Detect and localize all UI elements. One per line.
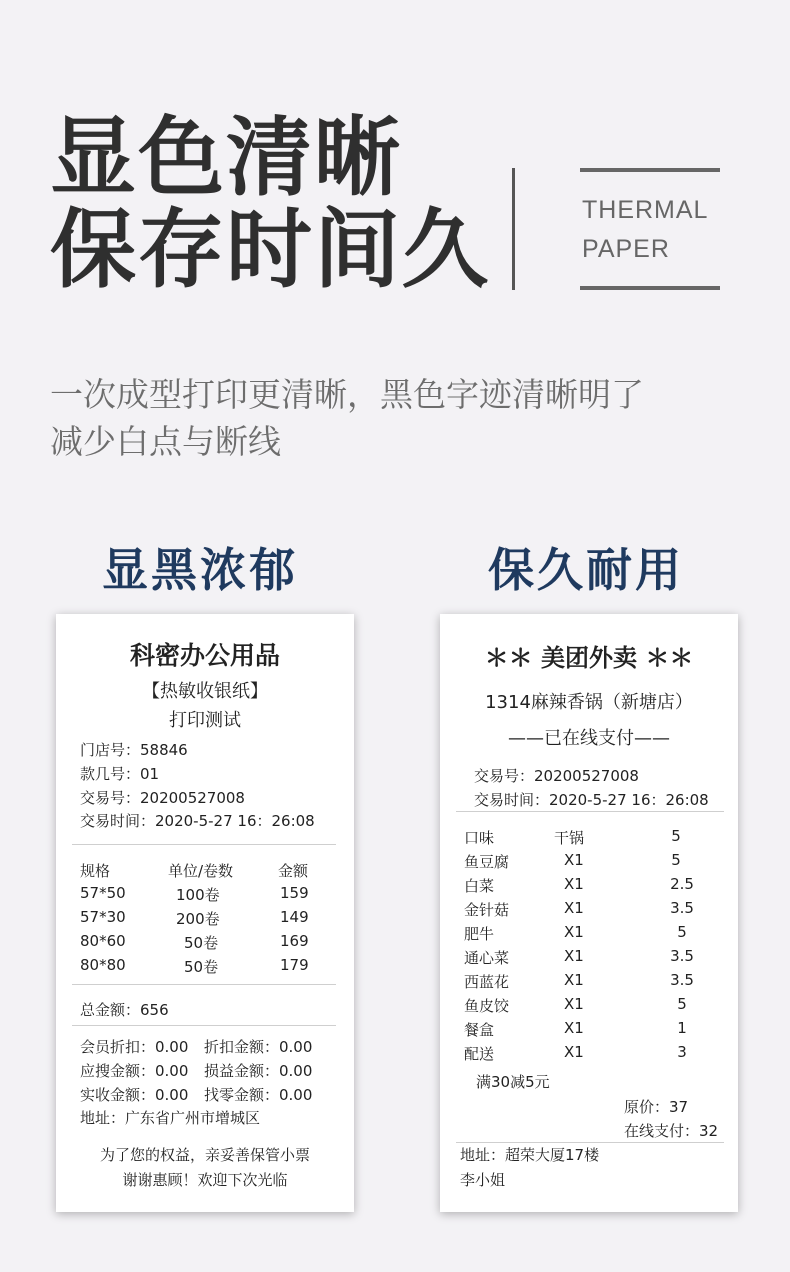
due-amount: 应搜金额：0.00 <box>80 1062 189 1080</box>
thermal-top-rule <box>580 168 720 172</box>
receipt-shop-name: 科密办公用品 <box>129 641 280 670</box>
register-number: 款几号：01 <box>80 765 160 783</box>
trade-number: 交易号：20200527008 <box>80 789 245 807</box>
row-amount: 149 <box>280 908 309 926</box>
thermal-line-1: THERMAL <box>582 196 709 224</box>
description <box>50 371 770 465</box>
store-number: 门店号：58846 <box>80 741 188 759</box>
divider <box>72 1025 336 1026</box>
item-name: 鱼皮饺 <box>464 997 510 1015</box>
item-price: 5 <box>671 851 681 869</box>
footer-line-1: 为了您的权益，亲妥善保管小票 <box>99 1146 310 1164</box>
item-price: 3.5 <box>670 899 694 917</box>
divider <box>72 984 336 985</box>
item-name: 鱼豆腐 <box>464 853 510 871</box>
row-unit: 100卷 <box>176 886 220 904</box>
discount-amount: 折扣金额：0.00 <box>204 1038 313 1056</box>
row-unit: 50卷 <box>184 958 219 976</box>
item-quantity: 干锅 <box>554 829 585 847</box>
thermal-line-2: PAPER <box>582 235 670 263</box>
item-name: 白菜 <box>464 877 495 895</box>
headline-line-1: 显色清晰 <box>50 108 402 208</box>
header-amount: 金额 <box>278 862 309 880</box>
item-name: 餐盒 <box>464 1021 495 1039</box>
divider <box>456 811 724 812</box>
thermal-paper-label <box>582 191 708 269</box>
shop-name: 1314麻辣香锅（新塘店） <box>485 692 693 713</box>
item-price: 5 <box>671 827 681 845</box>
trade-number: 交易号：20200527008 <box>474 767 639 785</box>
item-name: 配送 <box>464 1045 495 1063</box>
online-payment: 在线支付：32 <box>624 1122 719 1140</box>
item-quantity: X1 <box>564 851 584 869</box>
item-quantity: X1 <box>564 1019 584 1037</box>
receipt-test-label: 打印测试 <box>169 710 241 731</box>
right-section-title: 保久耐用 <box>488 543 684 597</box>
row-amount: 169 <box>280 932 309 950</box>
total-amount: 总金额：656 <box>80 1001 169 1019</box>
item-price: 2.5 <box>670 875 694 893</box>
item-quantity: X1 <box>564 875 584 893</box>
description-line-2: 减少白点与断线 <box>50 422 281 461</box>
row-amount: 159 <box>280 884 309 902</box>
row-unit: 200卷 <box>176 910 220 928</box>
received-amount: 实收金额：0.00 <box>80 1086 189 1104</box>
item-price: 5 <box>677 923 687 941</box>
paid-online-label: ——已在线支付—— <box>508 728 670 749</box>
item-quantity: X1 <box>564 947 584 965</box>
item-name: 通心菜 <box>464 949 510 967</box>
item-price: 3 <box>677 1043 687 1061</box>
item-price: 1 <box>677 1019 687 1037</box>
receipt-right <box>440 614 738 1212</box>
change-amount: 找零金额：0.00 <box>204 1086 313 1104</box>
receipt-left <box>56 614 354 1212</box>
header-unit: 单位/卷数 <box>168 862 234 880</box>
receipt-title: ＊＊ 美团外卖 ＊＊ <box>484 644 694 672</box>
item-quantity: X1 <box>564 923 584 941</box>
headline <box>50 108 490 300</box>
row-spec: 57*50 <box>80 884 126 902</box>
item-quantity: X1 <box>564 971 584 989</box>
divider <box>72 844 336 845</box>
receipt-subtitle: 【热敏收银纸】 <box>142 681 268 702</box>
footer-line-2: 谢谢惠顾！欢迎下次光临 <box>122 1171 288 1189</box>
item-price: 3.5 <box>670 971 694 989</box>
trade-time: 交易时间：2020-5-27 16：26:08 <box>474 791 709 809</box>
item-quantity: X1 <box>564 995 584 1013</box>
item-quantity: X1 <box>564 1043 584 1061</box>
item-price: 3.5 <box>670 947 694 965</box>
headline-line-2: 保存时间久 <box>50 200 490 300</box>
row-unit: 50卷 <box>184 934 219 952</box>
row-spec: 80*60 <box>80 932 126 950</box>
row-amount: 179 <box>280 956 309 974</box>
vertical-divider <box>512 168 515 290</box>
customer-name: 李小姐 <box>460 1171 506 1189</box>
trade-time: 交易时间：2020-5-27 16：26:08 <box>80 812 315 830</box>
profit-loss-amount: 损益金额：0.00 <box>204 1062 313 1080</box>
row-spec: 57*30 <box>80 908 126 926</box>
thermal-bottom-rule <box>580 286 720 290</box>
row-spec: 80*80 <box>80 956 126 974</box>
description-line-1: 一次成型打印更清晰，黑色字迹清晰明了 <box>50 375 644 414</box>
item-name: 金针菇 <box>464 901 510 919</box>
discount-note: 满30减5元 <box>476 1073 550 1091</box>
divider <box>456 1142 724 1143</box>
left-section-title: 显黑浓郁 <box>102 543 298 597</box>
address: 地址：广东省广州市增城区 <box>80 1109 261 1127</box>
item-name: 肥牛 <box>464 925 495 943</box>
item-price: 5 <box>677 995 687 1013</box>
member-discount: 会员折扣：0.00 <box>80 1038 189 1056</box>
item-name: 口味 <box>464 829 495 847</box>
address: 地址：超荣大厦17楼 <box>460 1146 600 1164</box>
original-price: 原价：37 <box>624 1098 689 1116</box>
item-name: 西蓝花 <box>464 973 510 991</box>
header-spec: 规格 <box>80 862 111 880</box>
item-quantity: X1 <box>564 899 584 917</box>
